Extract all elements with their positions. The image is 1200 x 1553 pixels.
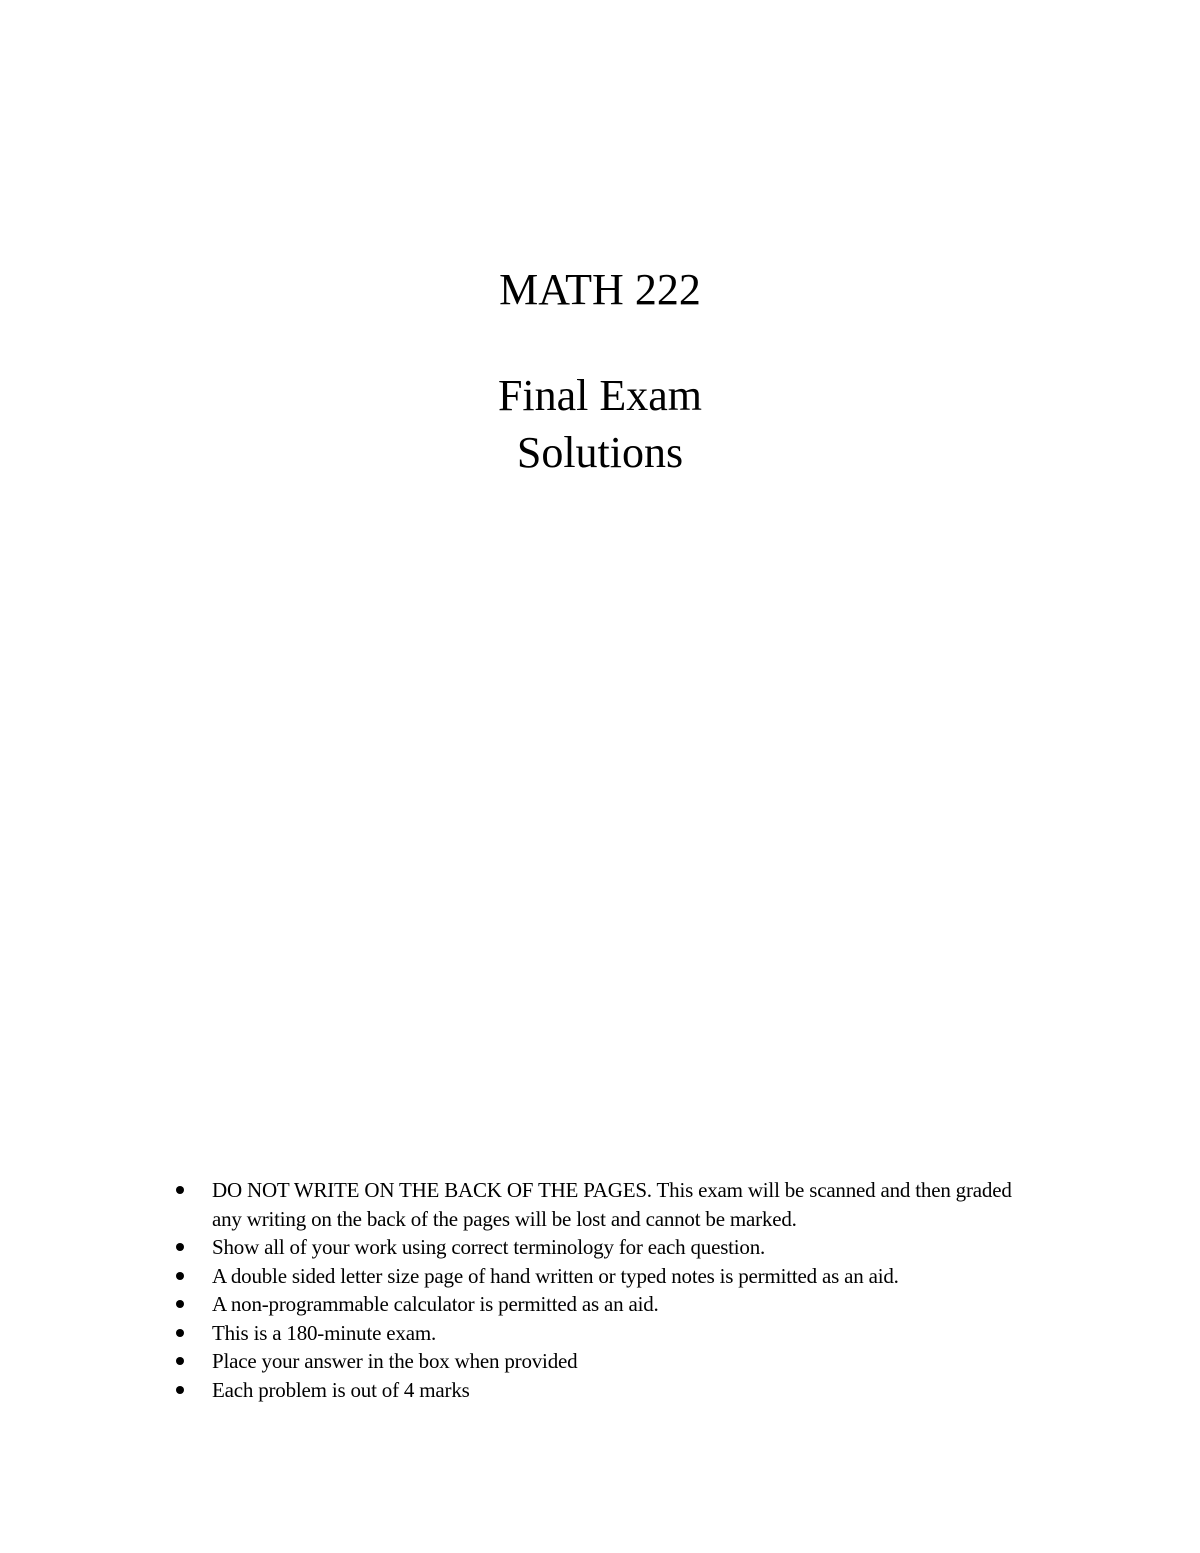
bullet-icon — [176, 1329, 184, 1337]
exam-title: Final Exam — [497, 371, 703, 420]
exam-subtitle: Solutions — [516, 428, 684, 477]
bullet-icon — [176, 1243, 184, 1251]
instructions-list — [176, 1176, 1036, 1404]
bullet-icon — [176, 1386, 184, 1394]
instruction-text: A double sided letter size page of hand written or typed notes is permitted as an aid. — [212, 1263, 899, 1288]
instruction-item — [176, 1233, 1036, 1262]
instruction-text: This is a 180-minute exam. — [212, 1320, 437, 1345]
bullet-icon — [176, 1272, 184, 1280]
bullet-icon — [176, 1300, 184, 1308]
bullet-icon — [176, 1186, 184, 1194]
instruction-text: Place your answer in the box when provided — [212, 1349, 578, 1373]
instruction-item — [176, 1376, 1036, 1405]
instruction-item — [176, 1319, 1036, 1348]
instruction-text: A non-programmable calculator is permitted as an aid. — [212, 1292, 659, 1316]
instruction-text: Show all of your work using correct terminology for each question. — [212, 1235, 766, 1259]
instruction-item — [176, 1347, 1036, 1376]
instruction-item — [176, 1262, 1036, 1291]
instruction-item — [176, 1176, 1036, 1233]
instruction-text: DO NOT WRITE ON THE BACK OF THE PAGES. This exam will be scanned and then graded any writing on the back of the pages will be lost and cannot be marked. — [212, 1178, 1012, 1231]
instruction-text: Each problem is out of 4 marks — [212, 1377, 470, 1402]
instruction-item — [176, 1290, 1036, 1319]
course-title: MATH 222 — [499, 265, 701, 314]
bullet-icon — [176, 1357, 184, 1365]
